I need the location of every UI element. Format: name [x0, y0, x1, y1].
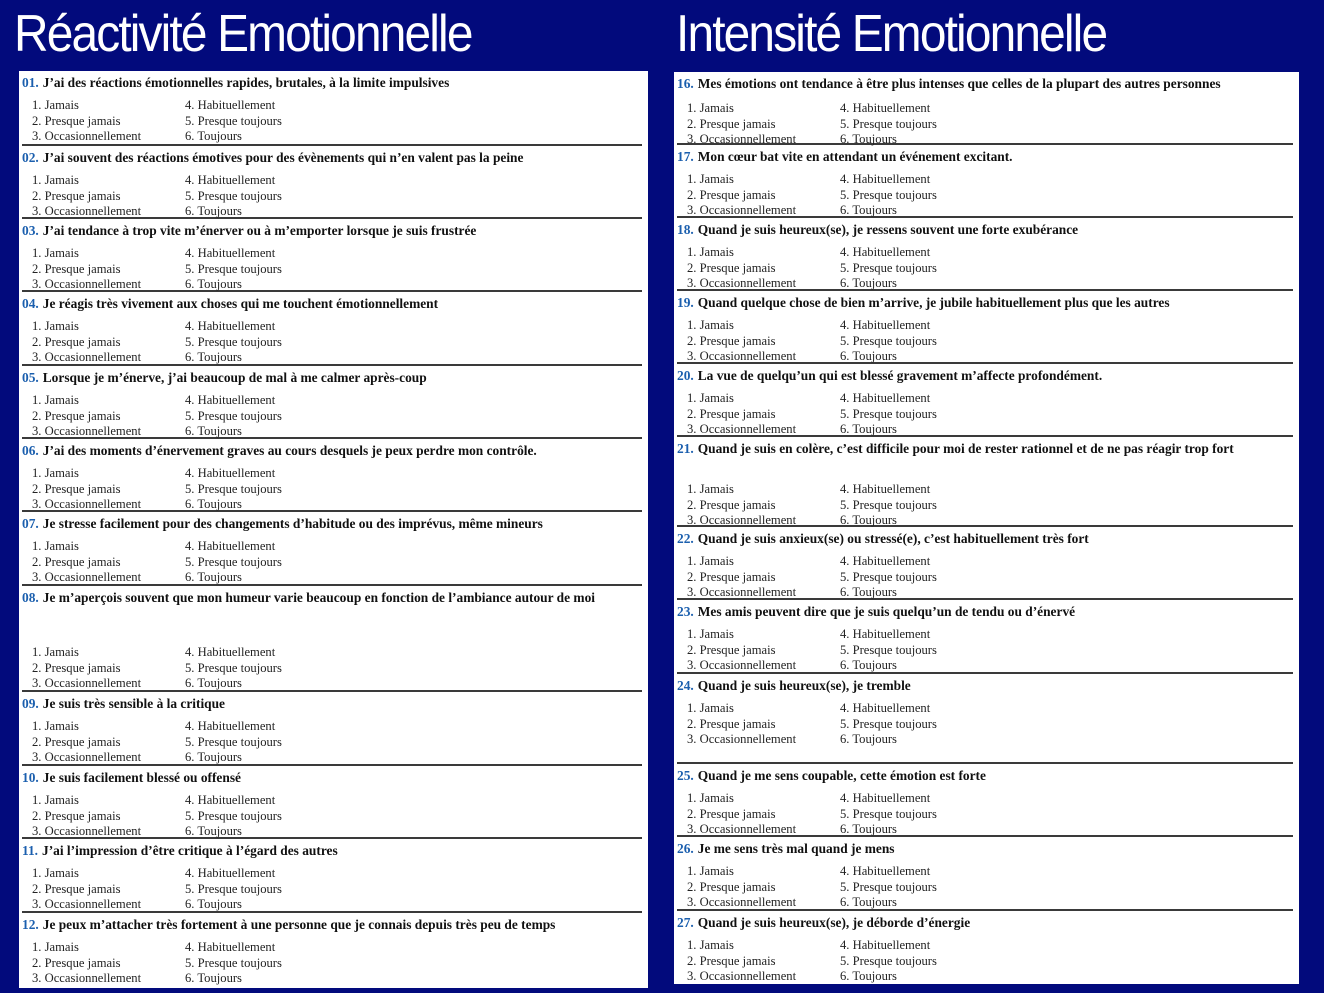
answer-option[interactable]: 4. Habituellement	[185, 173, 276, 187]
question-item	[677, 764, 1293, 837]
answer-option[interactable]: 2. Presque jamais	[687, 806, 776, 821]
answer-option[interactable]: 3. Occasionnellement	[687, 658, 797, 672]
question-number: 07.	[22, 516, 39, 531]
answer-option[interactable]: 1. Jamais	[32, 246, 79, 260]
answer-option[interactable]: 6. Toujours	[185, 204, 242, 218]
answer-option[interactable]: 5. Presque toujours	[185, 734, 282, 749]
question-number: 06.	[22, 443, 39, 458]
answer-option[interactable]: 1. Jamais	[32, 719, 79, 733]
answer-option[interactable]: 1. Jamais	[32, 539, 79, 553]
question-text: Quand je suis heureux(se), je ressens souvent une forte exubérance	[697, 222, 1079, 237]
answer-option[interactable]: 4. Habituellement	[840, 318, 931, 332]
answer-option[interactable]: 6. Toujours	[840, 732, 897, 746]
question-title	[677, 437, 1293, 457]
question-number: 05.	[22, 370, 39, 385]
answer-option[interactable]: 2. Presque jamais	[32, 113, 121, 128]
question-text: Je réagis très vivement aux choses qui me touchent émotionnellement	[42, 296, 439, 311]
answer-option[interactable]: 6. Toujours	[840, 203, 897, 217]
question-item	[677, 364, 1293, 437]
answer-option[interactable]: 6. Toujours	[840, 585, 897, 599]
answer-option[interactable]: 1. Jamais	[32, 393, 79, 407]
question-item	[22, 839, 642, 913]
answer-option[interactable]: 5. Presque toujours	[840, 642, 937, 657]
answer-option[interactable]: 2. Presque jamais	[687, 260, 776, 275]
answer-option[interactable]: 1. Jamais	[687, 101, 734, 115]
answer-option[interactable]: 4. Habituellement	[185, 539, 276, 553]
question-text: Mes émotions ont tendance à être plus intenses que celles de la plupart des autres personnes	[697, 76, 1221, 91]
answer-option[interactable]: 2. Presque jamais	[687, 116, 776, 131]
question-item	[22, 766, 642, 839]
question-item	[677, 600, 1293, 674]
question-number: 20.	[677, 368, 694, 383]
answer-option[interactable]: 2. Presque jamais	[32, 188, 121, 203]
question-item	[22, 71, 642, 146]
answer-option[interactable]: 3. Occasionnellement	[32, 570, 142, 584]
answer-option[interactable]: 4. Habituellement	[840, 938, 931, 952]
question-text: Quand je suis anxieux(se) ou stressé(e), c’est habituellement très fort	[697, 531, 1089, 546]
answer-option[interactable]: 6. Toujours	[840, 349, 897, 363]
right-questionnaire-panel	[674, 72, 1299, 984]
question-item	[677, 437, 1293, 527]
answer-option[interactable]: 5. Presque toujours	[185, 188, 282, 203]
question-title	[22, 292, 642, 312]
question-title	[677, 911, 1293, 931]
answer-option[interactable]: 4. Habituellement	[840, 701, 931, 715]
question-item	[22, 219, 642, 292]
answer-option[interactable]: 2. Presque jamais	[32, 261, 121, 276]
right-title: Intensité Emotionnelle	[676, 5, 1107, 63]
question-item	[677, 674, 1293, 764]
answer-option[interactable]: 6. Toujours	[185, 750, 242, 764]
answer-option[interactable]: 4. Habituellement	[840, 172, 931, 186]
question-title	[677, 72, 1293, 92]
answer-option[interactable]: 3. Occasionnellement	[32, 129, 142, 143]
question-number: 24.	[677, 678, 694, 693]
answer-option[interactable]: 2. Presque jamais	[687, 333, 776, 348]
question-title	[677, 600, 1293, 620]
answer-option[interactable]: 6. Toujours	[185, 570, 242, 584]
answer-option[interactable]: 6. Toujours	[840, 422, 897, 436]
question-item	[22, 292, 642, 366]
answer-option[interactable]: 5. Presque toujours	[840, 116, 937, 131]
question-item	[677, 527, 1293, 600]
answer-option[interactable]: 2. Presque jamais	[687, 953, 776, 968]
question-number: 02.	[22, 150, 39, 165]
answer-option[interactable]: 3. Occasionnellement	[32, 350, 142, 364]
question-text: Mes amis peuvent dire que je suis quelqu’un de tendu ou d’énervé	[697, 604, 1076, 619]
question-number: 18.	[677, 222, 694, 237]
answer-option[interactable]: 4. Habituellement	[840, 791, 931, 805]
answer-option[interactable]: 3. Occasionnellement	[687, 513, 797, 527]
answer-option[interactable]: 5. Presque toujours	[185, 554, 282, 569]
answer-option[interactable]: 4. Habituellement	[185, 866, 276, 880]
left-title: Réactivité Emotionnelle	[14, 5, 472, 63]
answer-option[interactable]: 3. Occasionnellement	[32, 277, 142, 291]
question-text: Je peux m’attacher très fortement à une personne que je connais depuis très peu de temps	[42, 917, 556, 932]
answer-option[interactable]: 4. Habituellement	[840, 391, 931, 405]
answer-option[interactable]: 3. Occasionnellement	[687, 132, 797, 146]
question-title	[22, 913, 642, 933]
answer-option[interactable]: 1. Jamais	[32, 319, 79, 333]
answer-option[interactable]: 5. Presque toujours	[185, 660, 282, 675]
question-number: 23.	[677, 604, 694, 619]
answer-option[interactable]: 6. Toujours	[185, 971, 242, 985]
answer-option[interactable]: 3. Occasionnellement	[687, 732, 797, 746]
answer-option[interactable]: 4. Habituellement	[840, 554, 931, 568]
question-item	[677, 837, 1293, 911]
answer-option[interactable]: 4. Habituellement	[185, 645, 276, 659]
answer-option[interactable]: 2. Presque jamais	[687, 497, 776, 512]
answer-option[interactable]: 2. Presque jamais	[32, 734, 121, 749]
answer-option[interactable]: 4. Habituellement	[185, 98, 276, 112]
answer-option[interactable]: 5. Presque toujours	[840, 806, 937, 821]
answer-option[interactable]: 1. Jamais	[687, 391, 734, 405]
question-number: 22.	[677, 531, 694, 546]
answer-option[interactable]: 2. Presque jamais	[687, 406, 776, 421]
answer-option[interactable]: 4. Habituellement	[185, 319, 276, 333]
question-number: 04.	[22, 296, 39, 311]
answer-option[interactable]: 1. Jamais	[687, 701, 734, 715]
answer-option[interactable]: 3. Occasionnellement	[32, 824, 142, 838]
question-text: J’ai des moments d’énervement graves au cours desquels je peux perdre mon contrôle.	[42, 443, 537, 458]
question-item	[22, 913, 642, 988]
question-title	[677, 218, 1293, 238]
answer-option[interactable]: 3. Occasionnellement	[687, 822, 797, 836]
question-text: Mon cœur bat vite en attendant un événement excitant.	[697, 149, 1013, 164]
answer-option[interactable]: 3. Occasionnellement	[32, 750, 142, 764]
question-title	[22, 366, 642, 386]
question-text: Quand je suis heureux(se), je déborde d’énergie	[697, 915, 971, 930]
question-text: J’ai l’impression d’être critique à l’égard des autres	[42, 843, 338, 858]
answer-option[interactable]: 1. Jamais	[32, 645, 79, 659]
answer-option[interactable]: 5. Presque toujours	[185, 955, 282, 970]
answer-option[interactable]: 5. Presque toujours	[840, 333, 937, 348]
answer-option[interactable]: 6. Toujours	[840, 132, 897, 146]
question-number: 03.	[22, 223, 39, 238]
answer-option[interactable]: 4. Habituellement	[185, 393, 276, 407]
answer-option[interactable]: 6. Toujours	[840, 969, 897, 983]
question-text: La vue de quelqu’un qui est blessé gravement m’affecte profondément.	[697, 368, 1103, 383]
answer-option[interactable]: 2. Presque jamais	[687, 716, 776, 731]
question-number: 08.	[22, 590, 39, 605]
question-item	[22, 586, 642, 692]
question-number: 21.	[677, 441, 694, 456]
question-title	[22, 71, 642, 91]
answer-option[interactable]: 2. Presque jamais	[32, 481, 121, 496]
answer-option[interactable]: 6. Toujours	[185, 277, 242, 291]
answer-option[interactable]: 2. Presque jamais	[32, 334, 121, 349]
answer-option[interactable]: 2. Presque jamais	[32, 660, 121, 675]
answer-option[interactable]: 3. Occasionnellement	[32, 676, 142, 690]
answer-option[interactable]: 6. Toujours	[185, 424, 242, 438]
answer-option[interactable]: 6. Toujours	[185, 824, 242, 838]
answer-option[interactable]: 6. Toujours	[185, 676, 242, 690]
answer-option[interactable]: 1. Jamais	[32, 98, 79, 112]
question-number: 11.	[22, 843, 38, 858]
answer-option[interactable]: 4. Habituellement	[185, 793, 276, 807]
question-number: 12.	[22, 917, 39, 932]
question-title	[22, 219, 642, 239]
answer-option[interactable]: 5. Presque toujours	[840, 879, 937, 894]
question-text: Quand je suis heureux(se), je tremble	[697, 678, 911, 693]
answer-option[interactable]: 3. Occasionnellement	[687, 422, 797, 436]
answer-option[interactable]: 6. Toujours	[185, 129, 242, 143]
answer-option[interactable]: 3. Occasionnellement	[32, 971, 142, 985]
question-number: 16.	[677, 76, 694, 91]
question-number: 09.	[22, 696, 39, 711]
answer-option[interactable]: 3. Occasionnellement	[687, 895, 797, 909]
answer-option[interactable]: 3. Occasionnellement	[32, 204, 142, 218]
answer-option[interactable]: 3. Occasionnellement	[32, 424, 142, 438]
answer-option[interactable]: 5. Presque toujours	[840, 716, 937, 731]
question-title	[677, 674, 1293, 694]
question-item	[677, 291, 1293, 364]
question-text: Quand quelque chose de bien m’arrive, je jubile habituellement plus que les autres	[697, 295, 1170, 310]
question-text: J’ai souvent des réactions émotives pour des évènements qui n’en valent pas la peine	[42, 150, 524, 165]
answer-option[interactable]: 3. Occasionnellement	[687, 203, 797, 217]
answer-option[interactable]: 6. Toujours	[840, 513, 897, 527]
answer-option[interactable]: 5. Presque toujours	[185, 334, 282, 349]
question-item	[677, 911, 1293, 984]
question-title	[22, 586, 642, 606]
answer-option[interactable]: 2. Presque jamais	[32, 955, 121, 970]
answer-option[interactable]: 5. Presque toujours	[840, 569, 937, 584]
answer-option[interactable]: 1. Jamais	[32, 466, 79, 480]
question-number: 27.	[677, 915, 694, 930]
answer-option[interactable]: 1. Jamais	[687, 482, 734, 496]
answer-option[interactable]: 4. Habituellement	[185, 719, 276, 733]
answer-option[interactable]: 1. Jamais	[687, 864, 734, 878]
question-text: Je suis très sensible à la critique	[42, 696, 226, 711]
answer-option[interactable]: 4. Habituellement	[185, 466, 276, 480]
answer-option[interactable]: 5. Presque toujours	[185, 408, 282, 423]
answer-option[interactable]: 3. Occasionnellement	[32, 497, 142, 511]
question-item	[22, 512, 642, 586]
question-title	[677, 145, 1293, 165]
question-title	[677, 837, 1293, 857]
answer-option[interactable]: 1. Jamais	[687, 791, 734, 805]
answer-option[interactable]: 5. Presque toujours	[840, 406, 937, 421]
question-text: Je m’aperçois souvent que mon humeur varie beaucoup en fonction de l’ambiance autour de moi	[42, 590, 595, 605]
question-item	[677, 72, 1293, 145]
question-item	[22, 692, 642, 766]
question-number: 26.	[677, 841, 694, 856]
answer-option[interactable]: 6. Toujours	[840, 276, 897, 290]
answer-option[interactable]: 4. Habituellement	[840, 245, 931, 259]
question-text: Quand je suis en colère, c’est difficile pour moi de rester rationnel et de ne pas réagir trop fort	[697, 441, 1234, 456]
answer-option[interactable]: 6. Toujours	[840, 895, 897, 909]
answer-option[interactable]: 2. Presque jamais	[687, 187, 776, 202]
answer-option[interactable]: 1. Jamais	[687, 554, 734, 568]
answer-option[interactable]: 2. Presque jamais	[687, 642, 776, 657]
question-item	[22, 366, 642, 439]
question-number: 25.	[677, 768, 694, 783]
question-item	[22, 146, 642, 219]
answer-option[interactable]: 2. Presque jamais	[32, 881, 121, 896]
question-text: J’ai tendance à trop vite m’énerver ou à m’emporter lorsque je suis frustrée	[42, 223, 477, 238]
answer-option[interactable]: 2. Presque jamais	[687, 879, 776, 894]
answer-option[interactable]: 4. Habituellement	[185, 246, 276, 260]
answer-option[interactable]: 3. Occasionnellement	[687, 276, 797, 290]
answer-option[interactable]: 5. Presque toujours	[840, 260, 937, 275]
answer-option[interactable]: 3. Occasionnellement	[687, 969, 797, 983]
answer-option[interactable]: 1. Jamais	[32, 866, 79, 880]
answer-option[interactable]: 1. Jamais	[32, 940, 79, 954]
answer-option[interactable]: 5. Presque toujours	[185, 881, 282, 896]
answer-option[interactable]: 1. Jamais	[687, 627, 734, 641]
left-questionnaire-panel	[19, 71, 648, 988]
answer-option[interactable]: 1. Jamais	[687, 245, 734, 259]
question-number: 01.	[22, 75, 39, 90]
question-text: Je me sens très mal quand je mens	[697, 841, 895, 856]
answer-option[interactable]: 1. Jamais	[687, 938, 734, 952]
answer-option[interactable]: 6. Toujours	[840, 658, 897, 672]
question-text: Je stresse facilement pour des changements d’habitude ou des imprévus, même mineurs	[42, 516, 543, 531]
question-title	[677, 527, 1293, 547]
question-number: 17.	[677, 149, 694, 164]
answer-option[interactable]: 4. Habituellement	[840, 864, 931, 878]
question-title	[677, 291, 1293, 311]
answer-option[interactable]: 5. Presque toujours	[185, 113, 282, 128]
answer-option[interactable]: 4. Habituellement	[840, 482, 931, 496]
question-text: Quand je me sens coupable, cette émotion est forte	[697, 768, 986, 783]
answer-option[interactable]: 1. Jamais	[687, 172, 734, 186]
answer-option[interactable]: 3. Occasionnellement	[687, 349, 797, 363]
answer-option[interactable]: 1. Jamais	[687, 318, 734, 332]
answer-option[interactable]: 3. Occasionnellement	[687, 585, 797, 599]
answer-option[interactable]: 4. Habituellement	[185, 940, 276, 954]
answer-option[interactable]: 6. Toujours	[185, 497, 242, 511]
question-item	[22, 439, 642, 512]
question-title	[677, 764, 1293, 784]
question-text: Lorsque je m’énerve, j’ai beaucoup de mal à me calmer après-coup	[42, 370, 427, 385]
question-item	[677, 145, 1293, 218]
answer-option[interactable]: 2. Presque jamais	[32, 554, 121, 569]
answer-option[interactable]: 5. Presque toujours	[185, 481, 282, 496]
answer-option[interactable]: 3. Occasionnellement	[32, 897, 142, 911]
answer-option[interactable]: 4. Habituellement	[840, 627, 931, 641]
answer-option[interactable]: 5. Presque toujours	[840, 187, 937, 202]
question-title	[22, 512, 642, 532]
question-title	[22, 146, 642, 166]
answer-option[interactable]: 5. Presque toujours	[185, 261, 282, 276]
question-text: J’ai des réactions émotionnelles rapides, brutales, à la limite impulsives	[42, 75, 450, 90]
answer-option[interactable]: 1. Jamais	[32, 793, 79, 807]
question-number: 10.	[22, 770, 39, 785]
answer-option[interactable]: 5. Presque toujours	[840, 497, 937, 512]
question-title	[22, 692, 642, 712]
question-number: 19.	[677, 295, 694, 310]
answer-option[interactable]: 2. Presque jamais	[32, 408, 121, 423]
answer-option[interactable]: 1. Jamais	[32, 173, 79, 187]
question-title	[22, 439, 642, 459]
answer-option[interactable]: 4. Habituellement	[840, 101, 931, 115]
answer-option[interactable]: 2. Presque jamais	[687, 569, 776, 584]
answer-option[interactable]: 2. Presque jamais	[32, 808, 121, 823]
question-title	[677, 364, 1293, 384]
question-title	[22, 839, 642, 859]
question-title	[22, 766, 642, 786]
answer-option[interactable]: 6. Toujours	[840, 822, 897, 836]
answer-option[interactable]: 6. Toujours	[185, 897, 242, 911]
answer-option[interactable]: 5. Presque toujours	[185, 808, 282, 823]
question-text: Je suis facilement blessé ou offensé	[42, 770, 241, 785]
question-item	[677, 218, 1293, 291]
answer-option[interactable]: 5. Presque toujours	[840, 953, 937, 968]
answer-option[interactable]: 6. Toujours	[185, 350, 242, 364]
